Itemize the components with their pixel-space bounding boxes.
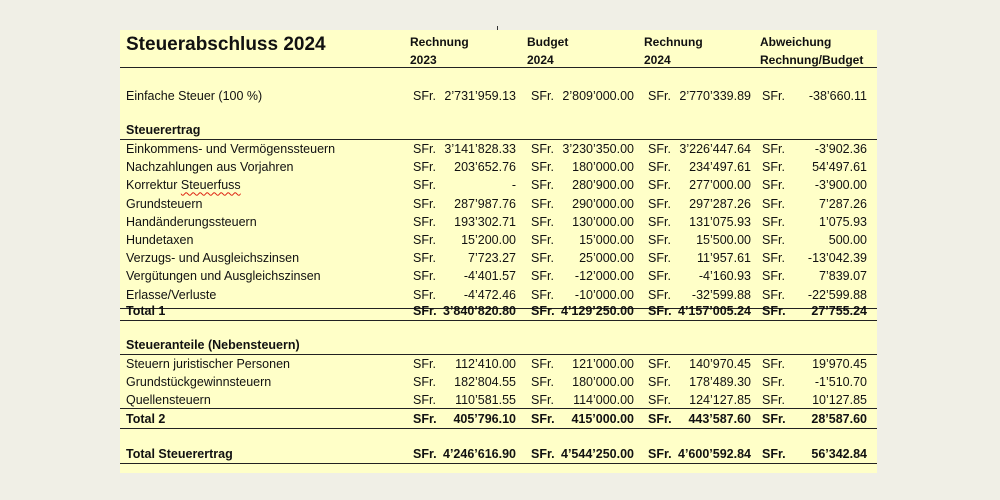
currency-label: SFr. xyxy=(762,142,785,156)
currency-label: SFr. xyxy=(531,89,554,103)
cell-rechnung-2024: 4’600’592.84 xyxy=(678,447,751,461)
row-label: Grundsteuern xyxy=(126,196,203,211)
col-header-line2: 2024 xyxy=(644,53,671,67)
cell-rechnung-2024: -32’599.88 xyxy=(691,287,751,302)
table-row xyxy=(120,355,877,373)
currency-label: SFr. xyxy=(413,214,436,229)
currency-label: SFr. xyxy=(648,214,671,229)
header-divider xyxy=(120,67,877,68)
currency-label: SFr. xyxy=(413,251,436,266)
table-row xyxy=(120,140,877,158)
table-row xyxy=(120,373,877,391)
currency-label: SFr. xyxy=(648,269,671,284)
row-label: Grundstückgewinnsteuern xyxy=(126,375,272,389)
cell-abweichung: -3’900.00 xyxy=(814,178,867,193)
currency-label: SFr. xyxy=(648,287,671,302)
row-label: Total Steuerertrag xyxy=(126,447,233,461)
cell-budget-2024: 415’000.00 xyxy=(571,412,634,426)
table-row-total2 xyxy=(120,410,877,428)
table-row xyxy=(120,249,877,267)
cell-abweichung: 54’497.61 xyxy=(812,160,867,175)
cell-abweichung: -1’510.70 xyxy=(814,375,867,389)
cell-rechnung-2023: 182’804.55 xyxy=(454,375,516,389)
table-row xyxy=(120,267,877,285)
col-header-line2: 2023 xyxy=(410,53,437,67)
cell-rechnung-2023: -4’401.57 xyxy=(463,269,516,284)
currency-label: SFr. xyxy=(413,304,437,318)
cell-rechnung-2023: - xyxy=(511,178,516,193)
cell-rechnung-2023: 3’840’820.80 xyxy=(443,304,516,318)
cell-budget-2024: 290’000.00 xyxy=(572,196,634,211)
currency-label: SFr. xyxy=(413,375,436,389)
cell-budget-2024: 15’000.00 xyxy=(579,233,634,247)
cell-budget-2024: 280’900.00 xyxy=(572,178,634,193)
total2-divider-top xyxy=(120,408,877,409)
table-row xyxy=(120,231,877,249)
row-label: Nachzahlungen aus Vorjahren xyxy=(126,160,294,175)
cell-budget-2024: -12’000.00 xyxy=(574,269,634,284)
row-label-misspelled-word: Steuerfuss xyxy=(180,178,241,193)
col-header-rechnung-2023 xyxy=(410,33,469,69)
currency-label: SFr. xyxy=(762,89,785,103)
table-row xyxy=(120,213,877,231)
currency-label: SFr. xyxy=(531,304,555,318)
cell-budget-2024: 130’000.00 xyxy=(572,214,634,229)
row-label: Total 2 xyxy=(126,412,166,426)
row-label: Hundetaxen xyxy=(126,233,194,247)
currency-label: SFr. xyxy=(531,357,554,371)
cell-rechnung-2023: 3’141’828.33 xyxy=(444,142,516,156)
table-row-total1 xyxy=(120,302,877,320)
currency-label: SFr. xyxy=(413,178,436,193)
currency-label: SFr. xyxy=(648,357,671,371)
currency-label: SFr. xyxy=(648,393,671,407)
cell-rechnung-2024: 443’587.60 xyxy=(688,412,751,426)
currency-label: SFr. xyxy=(762,287,785,302)
currency-label: SFr. xyxy=(531,214,554,229)
row-label: Verzugs- und Ausgleichszinsen xyxy=(126,251,300,266)
currency-label: SFr. xyxy=(648,412,672,426)
cell-abweichung: 28’587.60 xyxy=(811,412,867,426)
currency-label: SFr. xyxy=(762,196,785,211)
currency-label: SFr. xyxy=(413,357,436,371)
currency-label: SFr. xyxy=(531,412,555,426)
col-header-rechnung-2024 xyxy=(644,33,703,69)
currency-label: SFr. xyxy=(762,269,785,284)
table-row xyxy=(120,158,877,176)
cell-budget-2024: 114’000.00 xyxy=(573,393,634,407)
cell-rechnung-2024: 234’497.61 xyxy=(689,160,751,175)
cell-abweichung: -22’599.88 xyxy=(807,287,867,302)
currency-label: SFr. xyxy=(762,178,785,193)
cell-rechnung-2023: 2’731’959.13 xyxy=(444,89,516,103)
currency-label: SFr. xyxy=(413,196,436,211)
currency-label: SFr. xyxy=(648,142,671,156)
table-row xyxy=(120,286,877,304)
currency-label: SFr. xyxy=(762,233,785,247)
col-header-line1: Rechnung xyxy=(644,35,703,49)
cell-budget-2024: 25’000.00 xyxy=(579,251,634,266)
currency-label: SFr. xyxy=(413,142,436,156)
currency-label: SFr. xyxy=(413,89,436,103)
row-label: Vergütungen und Ausgleichszinsen xyxy=(126,269,321,284)
currency-label: SFr. xyxy=(762,375,785,389)
cell-rechnung-2024: 131’075.93 xyxy=(689,214,751,229)
currency-label: SFr. xyxy=(648,160,671,175)
cell-rechnung-2023: 4’246’616.90 xyxy=(443,447,516,461)
cell-rechnung-2023: 405’796.10 xyxy=(453,412,516,426)
cell-rechnung-2024: 2’770’339.89 xyxy=(679,89,751,103)
section-heading-steueranteile: Steueranteile (Nebensteuern) xyxy=(126,338,300,352)
cell-rechnung-2024: 15’500.00 xyxy=(696,233,751,247)
cell-abweichung: 500.00 xyxy=(828,233,867,247)
cell-rechnung-2024: 178’489.30 xyxy=(689,375,751,389)
currency-label: SFr. xyxy=(413,269,436,284)
currency-label: SFr. xyxy=(531,142,554,156)
cell-abweichung: 10’127.85 xyxy=(812,393,867,407)
row-label: Quellensteuern xyxy=(126,393,211,407)
currency-label: SFr. xyxy=(762,412,786,426)
cell-budget-2024: -10’000.00 xyxy=(574,287,634,302)
currency-label: SFr. xyxy=(648,251,671,266)
col-header-line1: Abweichung xyxy=(760,35,832,49)
currency-label: SFr. xyxy=(531,196,554,211)
currency-label: SFr. xyxy=(648,178,671,193)
tax-statement-sheet xyxy=(120,30,877,473)
col-header-line1: Rechnung xyxy=(410,35,469,49)
row-label: Total 1 xyxy=(126,304,166,318)
row-label: Einfache Steuer (100 %) xyxy=(126,89,263,103)
table-row xyxy=(120,176,877,194)
cell-rechnung-2024: 297’287.26 xyxy=(689,196,751,211)
table-row-einfache-steuer xyxy=(120,87,877,105)
cell-budget-2024: 180’000.00 xyxy=(572,160,634,175)
section-heading-steuerertrag: Steuerertrag xyxy=(126,123,201,137)
row-label-part: Korrektur xyxy=(126,178,181,193)
page-title: Steuerabschluss 2024 xyxy=(126,34,326,55)
table-row-total-steuerertrag xyxy=(120,445,877,463)
currency-label: SFr. xyxy=(648,196,671,211)
currency-label: SFr. xyxy=(531,269,554,284)
currency-label: SFr. xyxy=(762,304,786,318)
col-header-line1: Budget xyxy=(527,35,569,49)
cell-rechnung-2023: 15’200.00 xyxy=(461,233,516,247)
table-row xyxy=(120,391,877,409)
currency-label: SFr. xyxy=(762,447,786,461)
cell-rechnung-2023: 110’581.55 xyxy=(455,393,516,407)
cell-budget-2024: 4’544’250.00 xyxy=(561,447,634,461)
cell-budget-2024: 2’809’000.00 xyxy=(562,89,634,103)
row-label xyxy=(126,176,241,194)
currency-label: SFr. xyxy=(648,375,671,389)
cell-rechnung-2024: 4’157’005.24 xyxy=(678,304,751,318)
cell-budget-2024: 4’129’250.00 xyxy=(561,304,634,318)
currency-label: SFr. xyxy=(413,412,437,426)
currency-label: SFr. xyxy=(413,447,437,461)
row-label: Steuern juristischer Personen xyxy=(126,357,290,371)
cell-budget-2024: 3’230’350.00 xyxy=(562,142,634,156)
currency-label: SFr. xyxy=(762,214,785,229)
col-header-line2: 2024 xyxy=(527,53,554,67)
cell-abweichung: 19’970.45 xyxy=(812,357,867,371)
currency-label: SFr. xyxy=(531,393,554,407)
currency-label: SFr. xyxy=(531,233,554,247)
currency-label: SFr. xyxy=(531,287,554,302)
cell-abweichung: 1’075.93 xyxy=(819,214,867,229)
cell-abweichung: 27’755.24 xyxy=(811,304,867,318)
cell-rechnung-2024: 3’226’447.64 xyxy=(679,142,751,156)
grand-total-divider xyxy=(120,463,877,464)
cell-rechnung-2023: 112’410.00 xyxy=(455,357,516,371)
currency-label: SFr. xyxy=(531,160,554,175)
currency-label: SFr. xyxy=(762,393,785,407)
cell-rechnung-2023: 7’723.27 xyxy=(468,251,516,266)
total1-divider-bottom xyxy=(120,320,877,321)
currency-label: SFr. xyxy=(413,160,436,175)
currency-label: SFr. xyxy=(762,160,785,175)
currency-label: SFr. xyxy=(648,233,671,247)
cell-budget-2024: 180’000.00 xyxy=(572,375,634,389)
currency-label: SFr. xyxy=(413,287,436,302)
currency-label: SFr. xyxy=(762,357,785,371)
cell-abweichung: -38’660.11 xyxy=(808,89,867,103)
row-label: Erlasse/Verluste xyxy=(126,287,217,302)
currency-label: SFr. xyxy=(413,233,436,247)
cell-rechnung-2023: 287’987.76 xyxy=(454,196,516,211)
currency-label: SFr. xyxy=(531,178,554,193)
currency-label: SFr. xyxy=(531,251,554,266)
cell-budget-2024: 121’000.00 xyxy=(572,357,634,371)
cell-abweichung: 56’342.84 xyxy=(811,447,867,461)
cell-abweichung: 7’287.26 xyxy=(819,196,867,211)
cell-rechnung-2024: 124’127.85 xyxy=(689,393,751,407)
currency-label: SFr. xyxy=(762,251,785,266)
cell-abweichung: 7’839.07 xyxy=(819,269,867,284)
table-row xyxy=(120,195,877,213)
currency-label: SFr. xyxy=(648,304,672,318)
currency-label: SFr. xyxy=(648,89,671,103)
cell-abweichung: -3’902.36 xyxy=(814,142,867,156)
currency-label: SFr. xyxy=(531,447,555,461)
cell-rechnung-2024: 140’970.45 xyxy=(689,357,751,371)
row-label: Handänderungssteuern xyxy=(126,214,257,229)
col-header-budget-2024 xyxy=(527,33,568,69)
cell-rechnung-2024: -4’160.93 xyxy=(698,269,751,284)
currency-label: SFr. xyxy=(531,375,554,389)
cell-rechnung-2023: -4’472.46 xyxy=(463,287,516,302)
currency-label: SFr. xyxy=(413,393,436,407)
row-label: Einkommens- und Vermögenssteuern xyxy=(126,142,336,156)
currency-label: SFr. xyxy=(648,447,672,461)
col-header-abweichung xyxy=(760,33,863,69)
cell-rechnung-2024: 277’000.00 xyxy=(689,178,751,193)
cell-rechnung-2023: 193’302.71 xyxy=(454,214,516,229)
col-header-line2: Rechnung/Budget xyxy=(760,53,864,67)
total2-divider-bottom xyxy=(120,428,877,429)
cell-rechnung-2023: 203’652.76 xyxy=(454,160,516,175)
cell-rechnung-2024: 11’957.61 xyxy=(697,251,751,266)
cell-abweichung: -13’042.39 xyxy=(807,251,867,266)
